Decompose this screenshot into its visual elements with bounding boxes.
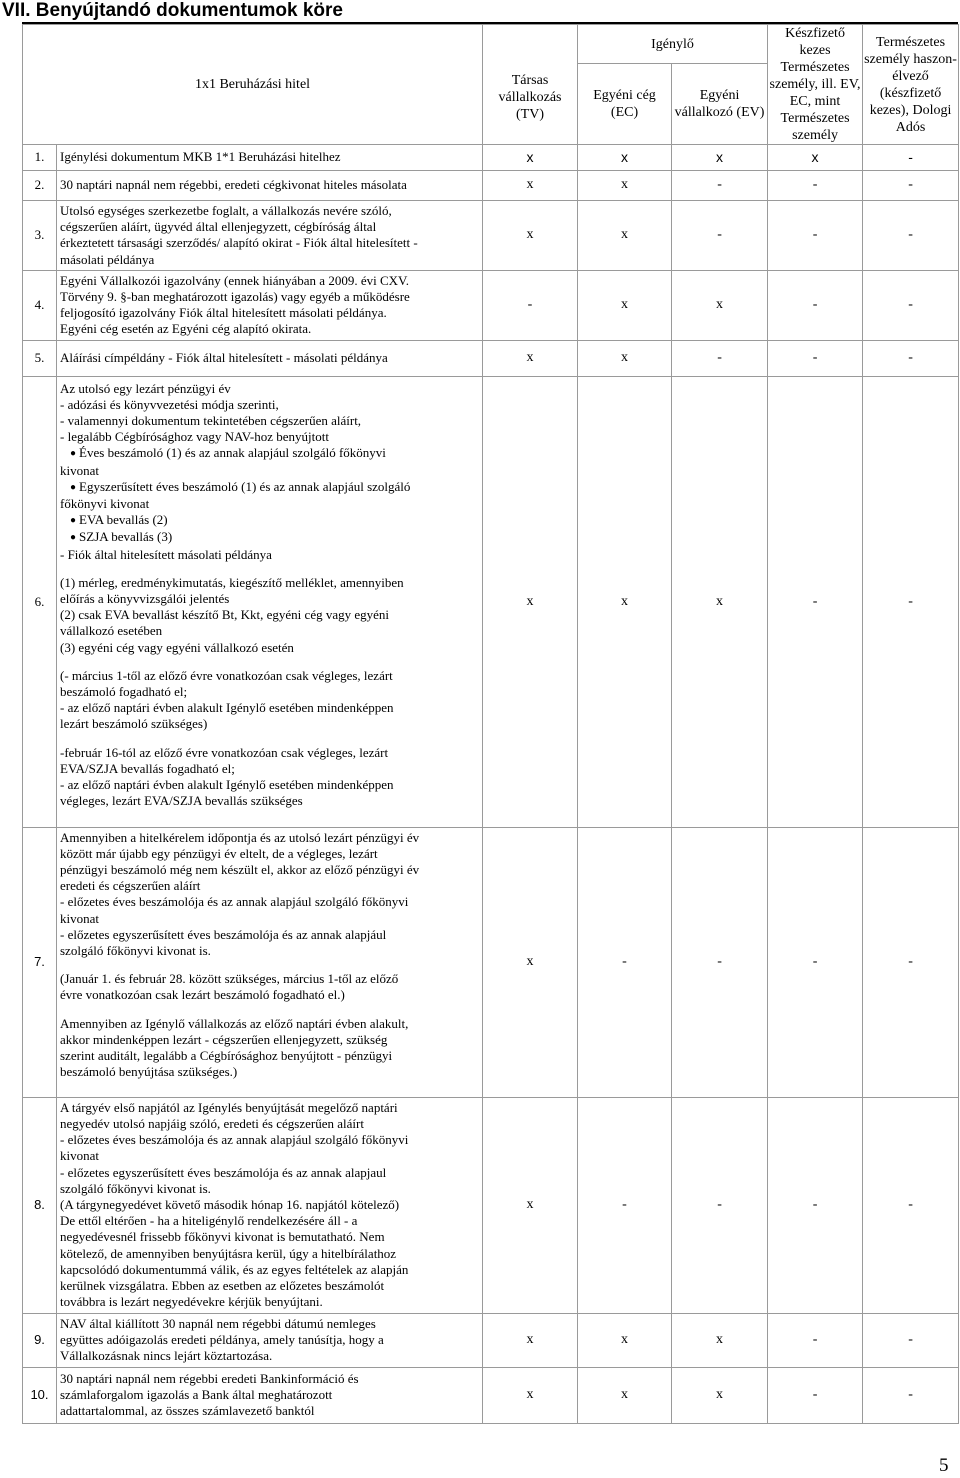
col-header-ev: Egyéni vállalkozó (EV) bbox=[672, 64, 768, 145]
row-description: NAV által kiállított 30 napnál nem régebbi dátumú nemleges együttes adóigazolás eredeti példánya, amely tanúsítja, hogy a Vállalkozásnak nincs lejárt köztartozása. bbox=[57, 1313, 483, 1367]
table-row bbox=[23, 1313, 959, 1367]
mark-ec: x bbox=[578, 270, 672, 340]
mark-haszonelvezo: - bbox=[863, 827, 959, 1097]
bullet-icon: ● bbox=[70, 481, 77, 493]
row-description: 30 naptári napnál nem régebbi eredeti Bankinformáció és számlaforgalom igazolás a Bank által meghatározott adattartalommal, az összes számlavezető banktól bbox=[57, 1367, 483, 1423]
mark-kezes: - bbox=[768, 1097, 863, 1313]
row-number: 3. bbox=[23, 201, 57, 271]
mark-tv: x bbox=[483, 340, 578, 376]
col-header-kezes: Készfizető kezes Természetes személy, ill. EV, EC, mint Természetes személy bbox=[769, 26, 861, 143]
table-row bbox=[23, 827, 959, 1097]
mark-haszonelvezo: - bbox=[863, 145, 959, 171]
mark-tv: x bbox=[483, 376, 578, 827]
mark-ev: - bbox=[672, 171, 768, 201]
table-row bbox=[23, 145, 959, 171]
mark-kezes: - bbox=[768, 1367, 863, 1423]
table-row bbox=[23, 376, 959, 827]
mark-tv: x bbox=[483, 171, 578, 201]
row-number: 10. bbox=[23, 1367, 57, 1423]
mark-tv: x bbox=[483, 145, 578, 171]
table-row bbox=[23, 171, 959, 201]
mark-haszonelvezo: - bbox=[863, 1097, 959, 1313]
mark-ev: - bbox=[672, 827, 768, 1097]
mark-haszonelvezo: - bbox=[863, 171, 959, 201]
row-description: Igénylési dokumentum MKB 1*1 Beruházási hitelhez bbox=[57, 145, 483, 171]
mark-ec: - bbox=[578, 1097, 672, 1313]
col-header-haszonelvezo: Természetes személy haszon-élvező (készfizető kezes), Dologi Adós bbox=[863, 25, 959, 145]
row-number: 7. bbox=[23, 827, 57, 1097]
col-header-tv: Társas vállalkozás (TV) bbox=[483, 25, 578, 145]
mark-haszonelvezo: - bbox=[863, 1313, 959, 1367]
mark-ec: x bbox=[578, 201, 672, 271]
mark-tv: - bbox=[483, 270, 578, 340]
mark-tv: x bbox=[483, 1097, 578, 1313]
mark-kezes: - bbox=[768, 340, 863, 376]
mark-haszonelvezo: - bbox=[863, 201, 959, 271]
header-row bbox=[23, 25, 959, 64]
mark-ec: x bbox=[578, 340, 672, 376]
mark-ev: x bbox=[672, 376, 768, 827]
row-number: 5. bbox=[23, 340, 57, 376]
section-title: VII. Benyújtandó dokumentumok köre bbox=[2, 0, 343, 21]
row-description: A tárgyév első napjától az Igénylés benyújtását megelőző naptári negyedév utolsó napjáig szóló, eredeti és cégszerűen aláírt - előzetes éves beszámolója és az annak alapjául szolgáló főkönyvi kivonat - előzetes egyszerűsített éves beszámolója és az annak alapjaul szolgáló főkönyvi kivonat is. (A tárgynegyedévet követő második hónap 16. napjától kötelező) De ettől eltérően - ha a hiteligénylő rendelkezésére áll - a negyedévesnél frissebb főkönyvi kivonat is bemutatható. Nem kötelező, de amennyiben benyújtásra kerül, úgy a hitelbírálathoz kapcsolódó dokumentummá válik, és az egyes feltételek az alapján kerülnek vizsgálatra. Ebben az esetben az előzetes beszámolót továbbra is lezárt negyedévekre kérjük benyújtani. bbox=[57, 1097, 483, 1313]
row-number: 1. bbox=[23, 145, 57, 171]
mark-ec: x bbox=[578, 1367, 672, 1423]
mark-kezes: - bbox=[768, 376, 863, 827]
loan-type-header bbox=[23, 25, 483, 145]
mark-haszonelvezo: - bbox=[863, 1367, 959, 1423]
mark-ev: x bbox=[672, 270, 768, 340]
table-row bbox=[23, 1367, 959, 1423]
mark-tv: x bbox=[483, 827, 578, 1097]
row-description: Aláírási címpéldány - Fiók által hitelesített - másolati példánya bbox=[57, 340, 483, 376]
mark-haszonelvezo: - bbox=[863, 376, 959, 827]
mark-ec: - bbox=[578, 827, 672, 1097]
mark-kezes: x bbox=[768, 145, 863, 171]
mark-ev: - bbox=[672, 340, 768, 376]
row-description: Amennyiben a hitelkérelem időpontja és az utolsó lezárt pénzügyi év között már újabb egy pénzügyi év eltelt, de a végleges, lezárt pénzügyi beszámoló még nem készült el, akkor az előző pénzügyi év eredeti és cégszerűen aláírt - előzetes éves beszámolója és az annak alapjául szolgáló főkönyvi kivonat - előzetes egyszerűsített éves beszámolója és az annak alapjául szolgáló főkönyvi kivonat is. (Január 1. és február 28. között szükséges, március 1-től az előző évre vonatkozóan csak lezárt beszámoló fogadható el.) Amennyiben az Igénylő vállalkozás az előző naptári évben alakult, akkor mindenképpen lezárt - cégszerűen ellenjegyzett, szükség szerint auditált, legalább a Cégbírósághoz benyújtott - pénzügyi beszámoló benyújtása szükséges.) bbox=[57, 827, 483, 1097]
row-description: Egyéni Vállalkozói igazolvány (ennek hiányában a 2009. évi CXV. Törvény 9. §-ban meghatározott igazolás) vagy egyéb a működésre feljogosító igazolvány Fiók által hitelesített másolati példánya. Egyéni cég esetén az Egyéni cég alapító okirata. bbox=[57, 270, 483, 340]
mark-tv: x bbox=[483, 1313, 578, 1367]
table-row bbox=[23, 1097, 959, 1313]
loan-type-label: 1x1 Beruházási hitel bbox=[194, 77, 311, 92]
row-number: 9. bbox=[23, 1313, 57, 1367]
mark-ev: - bbox=[672, 1097, 768, 1313]
mark-kezes: - bbox=[768, 171, 863, 201]
row-description: Utolsó egységes szerkezetbe foglalt, a vállalkozás nevére szóló, cégszerűen aláírt, ügyvéd által ellenjegyzett, cégbíróság által érkeztetett társasági szerződés/ alapító okirat - Fiók által hitelesített - másolati példánya bbox=[57, 201, 483, 271]
row-description: Az utolsó egy lezárt pénzügyi év - adózási és könyvvezetési módja szerinti, - valamennyi dokumentum tekintetében cégszerűen aláírt, - legalább Cégbírósághoz vagy NAV-hoz benyújtott ● Éves beszámoló (1) és az annak alapjául szolgáló főkönyvi kivonat ● Egyszerűsített éves beszámoló (1) és az annak alapjául szolgáló főkönyvi kivonat ● EVA bevallás (2) ● SZJA bevallás (3) - Fiók által hitelesített másolati példánya (1) mérleg, eredménykimutatás, kiegészítő melléklet, amennyiben előírás a könyvvizsgálói jelentés (2) csak EVA bevallást készítő Bt, Kkt, egyéni cég vagy egyéni vállalkozó esetében (3) egyéni cég vagy egyéni vállalkozó esetén (- március 1-től az előző évre vonatkozóan csak végleges, lezárt beszámoló fogadható el; - az előző naptári évben alakult Igénylő esetében mindenképpen lezárt beszámoló szükséges) -február 16-tól az előző évre vonatkozóan csak végleges, lezárt EVA/SZJA bevallás fogadható el; - az előző naptári évben alakult Igénylő esetében mindenképpen végleges, lezárt EVA/SZJA bevallás szükséges bbox=[57, 376, 483, 827]
mark-kezes: - bbox=[768, 827, 863, 1097]
mark-kezes: - bbox=[768, 201, 863, 271]
mark-ec: x bbox=[578, 1313, 672, 1367]
igenylo-header: Igénylő bbox=[578, 25, 768, 64]
bullet-icon: ● bbox=[70, 448, 77, 460]
mark-ev: x bbox=[672, 1313, 768, 1367]
mark-tv: x bbox=[483, 201, 578, 271]
row-number: 4. bbox=[23, 270, 57, 340]
mark-haszonelvezo: - bbox=[863, 340, 959, 376]
bullet-icon: ● bbox=[70, 532, 77, 544]
documents-table bbox=[22, 24, 959, 1424]
bullet-icon: ● bbox=[70, 515, 77, 527]
mark-ec: x bbox=[578, 145, 672, 171]
row-number: 2. bbox=[23, 171, 57, 201]
mark-ec: x bbox=[578, 376, 672, 827]
mark-kezes: - bbox=[768, 270, 863, 340]
mark-tv: x bbox=[483, 1367, 578, 1423]
row-number: 8. bbox=[23, 1097, 57, 1313]
table-row bbox=[23, 340, 959, 376]
mark-haszonelvezo: - bbox=[863, 270, 959, 340]
page-number: 5 bbox=[939, 1455, 949, 1476]
table-row bbox=[23, 270, 959, 340]
table-row bbox=[23, 201, 959, 271]
mark-ec: x bbox=[578, 171, 672, 201]
mark-ev: x bbox=[672, 1367, 768, 1423]
mark-kezes: - bbox=[768, 1313, 863, 1367]
mark-ev: x bbox=[672, 145, 768, 171]
row-number: 6. bbox=[23, 376, 57, 827]
col-header-ec: Egyéni cég (EC) bbox=[578, 64, 672, 145]
mark-ev: - bbox=[672, 201, 768, 271]
row-description: 30 naptári napnál nem régebbi, eredeti cégkivonat hiteles másolata bbox=[57, 171, 483, 201]
